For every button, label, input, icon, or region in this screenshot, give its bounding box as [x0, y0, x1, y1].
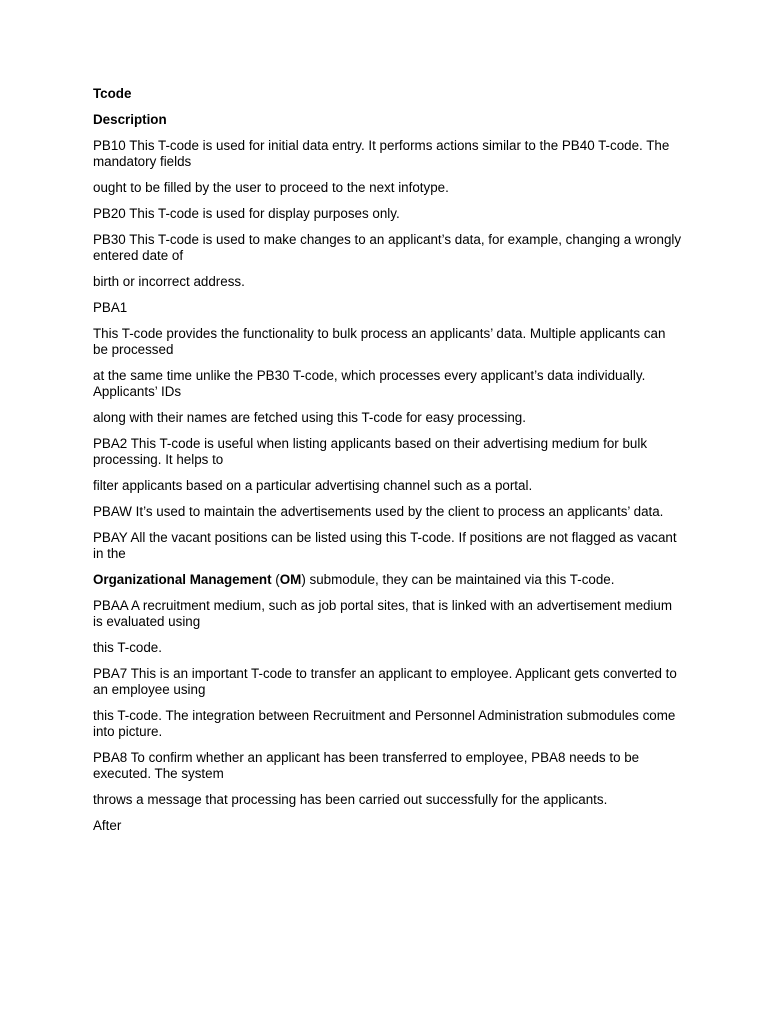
paragraph-pbaa: PBAA A recruitment medium, such as job portal sites, that is linked with an advertisement medium is evaluated using: [93, 598, 673, 629]
paragraph-pb30: PB30 This T-code is used to make changes to an applicant’s data, for example, changing a wrongly entered date of: [93, 232, 682, 263]
paragraph-pba8: PBA8 To confirm whether an applicant has been transferred to employee, PBA8 needs to be executed. The system: [93, 750, 640, 781]
paragraph-pbaw: PBAW It’s used to maintain the advertisements used by the client to process an applicants’ data.: [93, 504, 664, 519]
paragraph-pba1-cont: at the same time unlike the PB30 T-code, which processes every applicant’s data individually. Applicants’ IDs: [93, 368, 646, 399]
paragraph-after: After: [93, 818, 122, 833]
paragraph-pba7-cont: this T-code. The integration between Recruitment and Personnel Administration submodules come into picture.: [93, 708, 676, 739]
om-abbrev: OM: [279, 572, 302, 587]
heading-description: Description: [93, 112, 167, 127]
paragraph-om: [93, 572, 683, 588]
paragraph-pb10: PB10 This T-code is used for initial data entry. It performs actions similar to the PB40 T-code. The mandatory fields: [93, 138, 670, 169]
paragraph-pba2: PBA2 This T-code is useful when listing applicants based on their advertising medium for bulk processing. It helps to: [93, 436, 648, 467]
paragraph-pba1: PBA1: [93, 300, 128, 315]
paragraph-pba7: PBA7 This is an important T-code to transfer an applicant to employee. Applicant gets converted to an employee using: [93, 666, 677, 697]
document-body: [93, 86, 683, 844]
om-bold-term: Organizational Management: [93, 572, 272, 587]
paragraph-pba2-cont: filter applicants based on a particular advertising channel such as a portal.: [93, 478, 533, 493]
om-open-paren: (: [271, 572, 280, 587]
paragraph-pb30-cont: birth or incorrect address.: [93, 274, 245, 289]
paragraph-pbaa-cont: this T-code.: [93, 640, 162, 655]
paragraph-pbay: PBAY All the vacant positions can be listed using this T-code. If positions are not flagged as vacant in the: [93, 530, 677, 561]
paragraph-pba1-cont2: along with their names are fetched using this T-code for easy processing.: [93, 410, 526, 425]
paragraph-pb10-cont: ought to be filled by the user to proceed to the next infotype.: [93, 180, 449, 195]
om-rest: ) submodule, they can be maintained via this T-code.: [301, 572, 615, 587]
paragraph-pba1-desc: This T-code provides the functionality to bulk process an applicants’ data. Multiple applicants can be processed: [93, 326, 666, 357]
heading-tcode: Tcode: [93, 86, 132, 101]
paragraph-pba8-cont: throws a message that processing has been carried out successfully for the applicants.: [93, 792, 608, 807]
paragraph-pb20: PB20 This T-code is used for display purposes only.: [93, 206, 400, 221]
